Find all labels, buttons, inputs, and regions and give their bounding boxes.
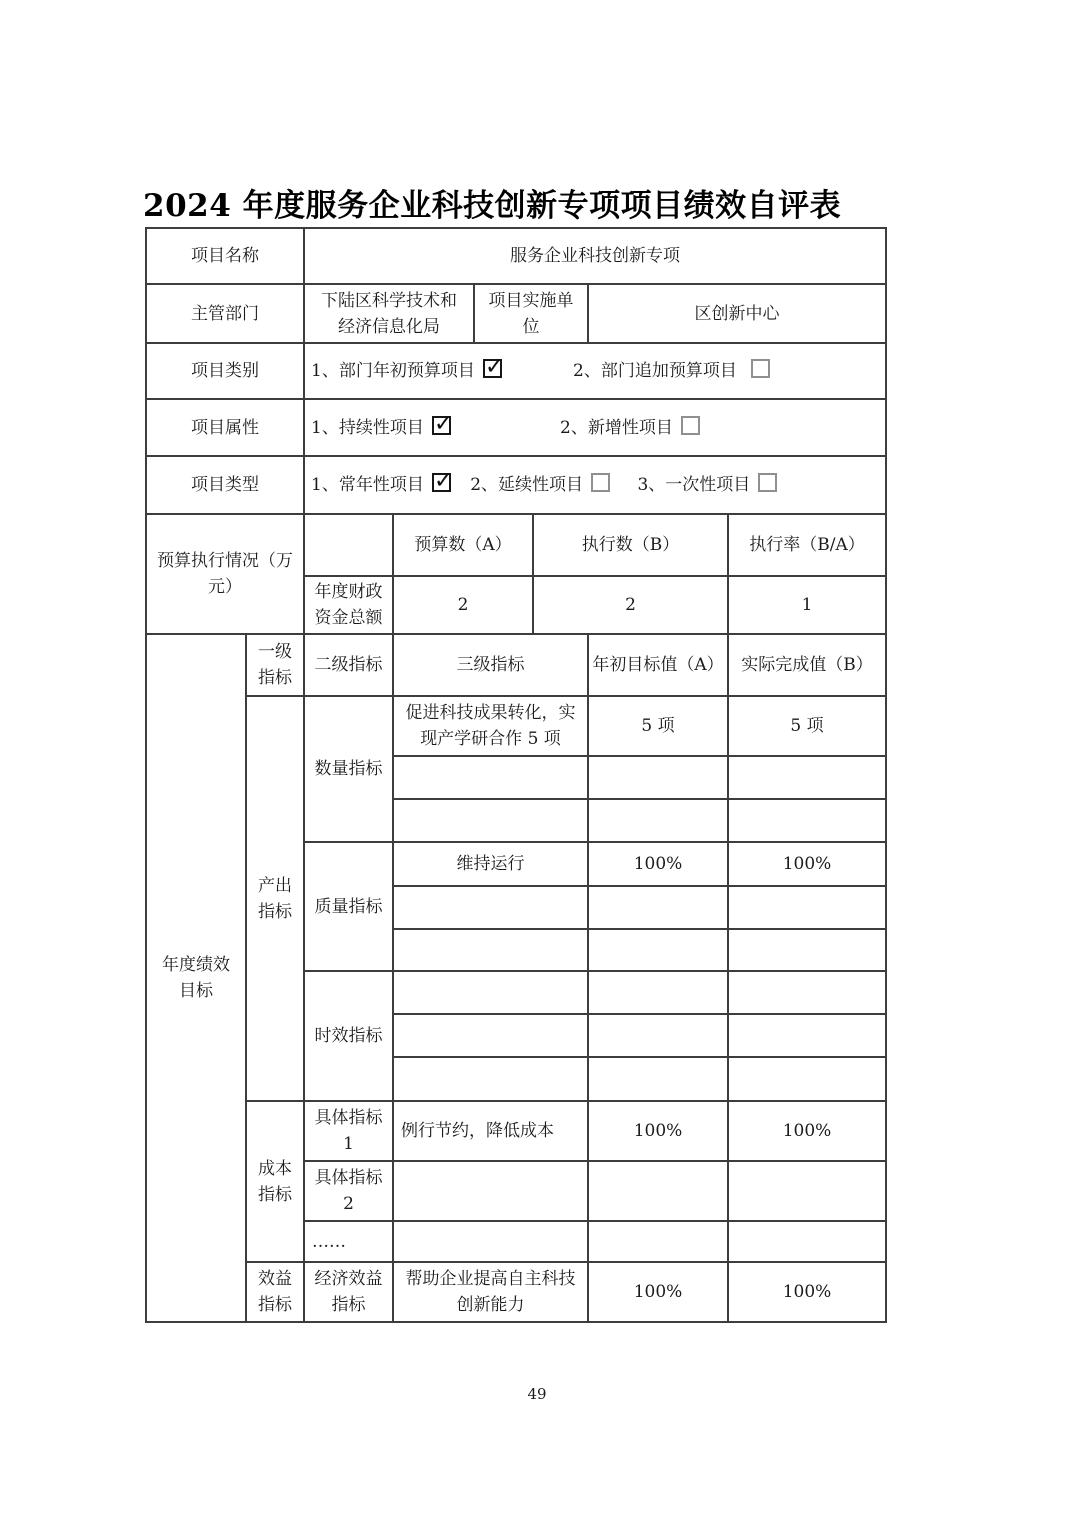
checkbox-unchecked-icon bbox=[758, 473, 777, 492]
empty-cell bbox=[588, 756, 728, 799]
benefit-target-1: 100% bbox=[588, 1262, 728, 1322]
empty-cell bbox=[588, 799, 728, 842]
economic-benefit-label: 经济效益指标 bbox=[304, 1262, 393, 1322]
cost-actual-1: 100% bbox=[728, 1101, 886, 1161]
project-attribute-options bbox=[304, 399, 886, 456]
empty-cell bbox=[728, 1014, 886, 1057]
cost-indicator-1: 例行节约，降低成本 bbox=[393, 1101, 588, 1161]
checkbox-checked-icon bbox=[432, 468, 454, 494]
actual-value-header: 实际完成值（B） bbox=[728, 634, 886, 696]
budget-col-b-header: 执行数（B） bbox=[533, 514, 728, 576]
project-category-options bbox=[304, 343, 886, 399]
budget-row-label: 年度财政资金总额 bbox=[304, 576, 393, 634]
empty-cell bbox=[728, 1161, 886, 1221]
category-option-1 bbox=[311, 354, 505, 381]
category-option-1-label: 1、部门年初预算项目 bbox=[311, 361, 475, 381]
empty-cell bbox=[588, 1221, 728, 1262]
empty-cell bbox=[728, 971, 886, 1014]
row-project-category bbox=[146, 343, 886, 399]
attribute-option-1 bbox=[311, 410, 454, 438]
row-benefit-1 bbox=[146, 1262, 886, 1322]
empty-cell bbox=[588, 971, 728, 1014]
budget-value-rate: 1 bbox=[728, 576, 886, 634]
budget-section-label: 预算执行情况（万元） bbox=[146, 514, 304, 634]
row-project-name bbox=[146, 228, 886, 284]
checkbox-checked-icon bbox=[483, 354, 505, 380]
empty-cell bbox=[393, 799, 588, 842]
type-option-3-label: 3、一次性项目 bbox=[637, 475, 751, 495]
empty-cell bbox=[728, 1221, 886, 1262]
self-evaluation-table bbox=[145, 227, 887, 1323]
empty-cell bbox=[393, 1161, 588, 1221]
project-name-value: 服务企业科技创新专项 bbox=[304, 228, 886, 284]
impl-unit-value: 区创新中心 bbox=[588, 284, 886, 343]
page-title: 2024 年度服务企业科技创新专项项目绩效自评表 bbox=[143, 188, 842, 224]
output-indicator-label: 产出指标 bbox=[246, 696, 304, 1101]
empty-cell bbox=[393, 1014, 588, 1057]
level1-header: 一级指标 bbox=[246, 634, 304, 696]
attribute-option-2 bbox=[560, 415, 700, 441]
department-value: 下陆区科学技术和经济信息化局 bbox=[304, 284, 474, 343]
project-category-label: 项目类别 bbox=[146, 343, 304, 399]
project-type-options bbox=[304, 456, 886, 514]
checkbox-checked-icon bbox=[432, 410, 454, 437]
empty-cell bbox=[393, 929, 588, 971]
type-option-1-label: 1、常年性项目 bbox=[311, 475, 424, 495]
checkbox-unchecked-icon bbox=[681, 416, 700, 435]
level3-header: 三级指标 bbox=[393, 634, 588, 696]
budget-value-a: 2 bbox=[393, 576, 533, 634]
empty-cell bbox=[728, 929, 886, 971]
empty-cell bbox=[588, 929, 728, 971]
specific-indicator-1-label: 具体指标1 bbox=[304, 1101, 393, 1161]
row-budget-header bbox=[146, 514, 886, 576]
quality-indicator-label: 质量指标 bbox=[304, 842, 393, 971]
row-quantity-1 bbox=[146, 696, 886, 756]
empty-cell bbox=[728, 886, 886, 929]
row-cost-1 bbox=[146, 1101, 886, 1161]
cost-target-1: 100% bbox=[588, 1101, 728, 1161]
empty-cell bbox=[393, 1057, 588, 1101]
impl-unit-label: 项目实施单位 bbox=[474, 284, 588, 343]
attribute-option-1-label: 1、持续性项目 bbox=[311, 417, 424, 438]
budget-value-b: 2 bbox=[533, 576, 728, 634]
empty-cell bbox=[728, 756, 886, 799]
empty-cell bbox=[393, 1221, 588, 1262]
empty-cell bbox=[588, 1057, 728, 1101]
department-label: 主管部门 bbox=[146, 284, 304, 343]
type-option-3 bbox=[637, 475, 777, 495]
row-indicator-header bbox=[146, 634, 886, 696]
benefit-actual-1: 100% bbox=[728, 1262, 886, 1322]
empty-cell bbox=[588, 886, 728, 929]
target-value-header: 年初目标值（A） bbox=[588, 634, 728, 696]
check-mark-icon: ✓ bbox=[433, 468, 454, 494]
empty-cell bbox=[728, 1057, 886, 1101]
benefit-indicator-label: 效益指标 bbox=[246, 1262, 304, 1322]
budget-col-a-header: 预算数（A） bbox=[393, 514, 533, 576]
type-option-2 bbox=[470, 475, 610, 495]
project-attribute-label: 项目属性 bbox=[146, 399, 304, 456]
quality-target-1: 100% bbox=[588, 842, 728, 886]
empty-cell bbox=[588, 1161, 728, 1221]
project-type-label: 项目类型 bbox=[146, 456, 304, 514]
specific-indicator-2-label: 具体指标2 bbox=[304, 1161, 393, 1221]
check-mark-icon: ✓ bbox=[433, 410, 454, 437]
type-option-1 bbox=[311, 468, 454, 495]
empty-cell bbox=[393, 756, 588, 799]
attribute-option-2-label: 2、新增性项目 bbox=[560, 417, 673, 438]
row-department bbox=[146, 284, 886, 343]
quality-indicator-1: 维持运行 bbox=[393, 842, 588, 886]
timeliness-indicator-label: 时效指标 bbox=[304, 971, 393, 1101]
row-project-type bbox=[146, 456, 886, 514]
check-mark-icon: ✓ bbox=[484, 354, 505, 380]
quality-actual-1: 100% bbox=[728, 842, 886, 886]
empty-cell bbox=[393, 886, 588, 929]
empty-cell bbox=[728, 799, 886, 842]
performance-goal-label: 年度绩效目标 bbox=[146, 634, 246, 1322]
empty-cell bbox=[304, 514, 393, 576]
empty-cell bbox=[393, 971, 588, 1014]
page-number: 49 bbox=[527, 1385, 547, 1403]
category-option-2 bbox=[573, 358, 770, 384]
project-name-label: 项目名称 bbox=[146, 228, 304, 284]
row-project-attribute bbox=[146, 399, 886, 456]
level2-header: 二级指标 bbox=[304, 634, 393, 696]
quantity-indicator-1: 促进科技成果转化，实现产学研合作 5 项 bbox=[393, 696, 588, 756]
category-option-2-label: 2、部门追加预算项目 bbox=[573, 361, 737, 381]
quantity-actual-1: 5 项 bbox=[728, 696, 886, 756]
empty-cell bbox=[588, 1014, 728, 1057]
quantity-indicator-label: 数量指标 bbox=[304, 696, 393, 842]
more-indicators-ellipsis: …… bbox=[304, 1221, 393, 1262]
checkbox-unchecked-icon bbox=[751, 359, 770, 378]
type-option-2-label: 2、延续性项目 bbox=[470, 475, 584, 495]
budget-col-rate-header: 执行率（B/A） bbox=[728, 514, 886, 576]
quantity-target-1: 5 项 bbox=[588, 696, 728, 756]
checkbox-unchecked-icon bbox=[591, 473, 610, 492]
cost-indicator-label: 成本指标 bbox=[246, 1101, 304, 1262]
benefit-indicator-1: 帮助企业提高自主科技创新能力 bbox=[393, 1262, 588, 1322]
